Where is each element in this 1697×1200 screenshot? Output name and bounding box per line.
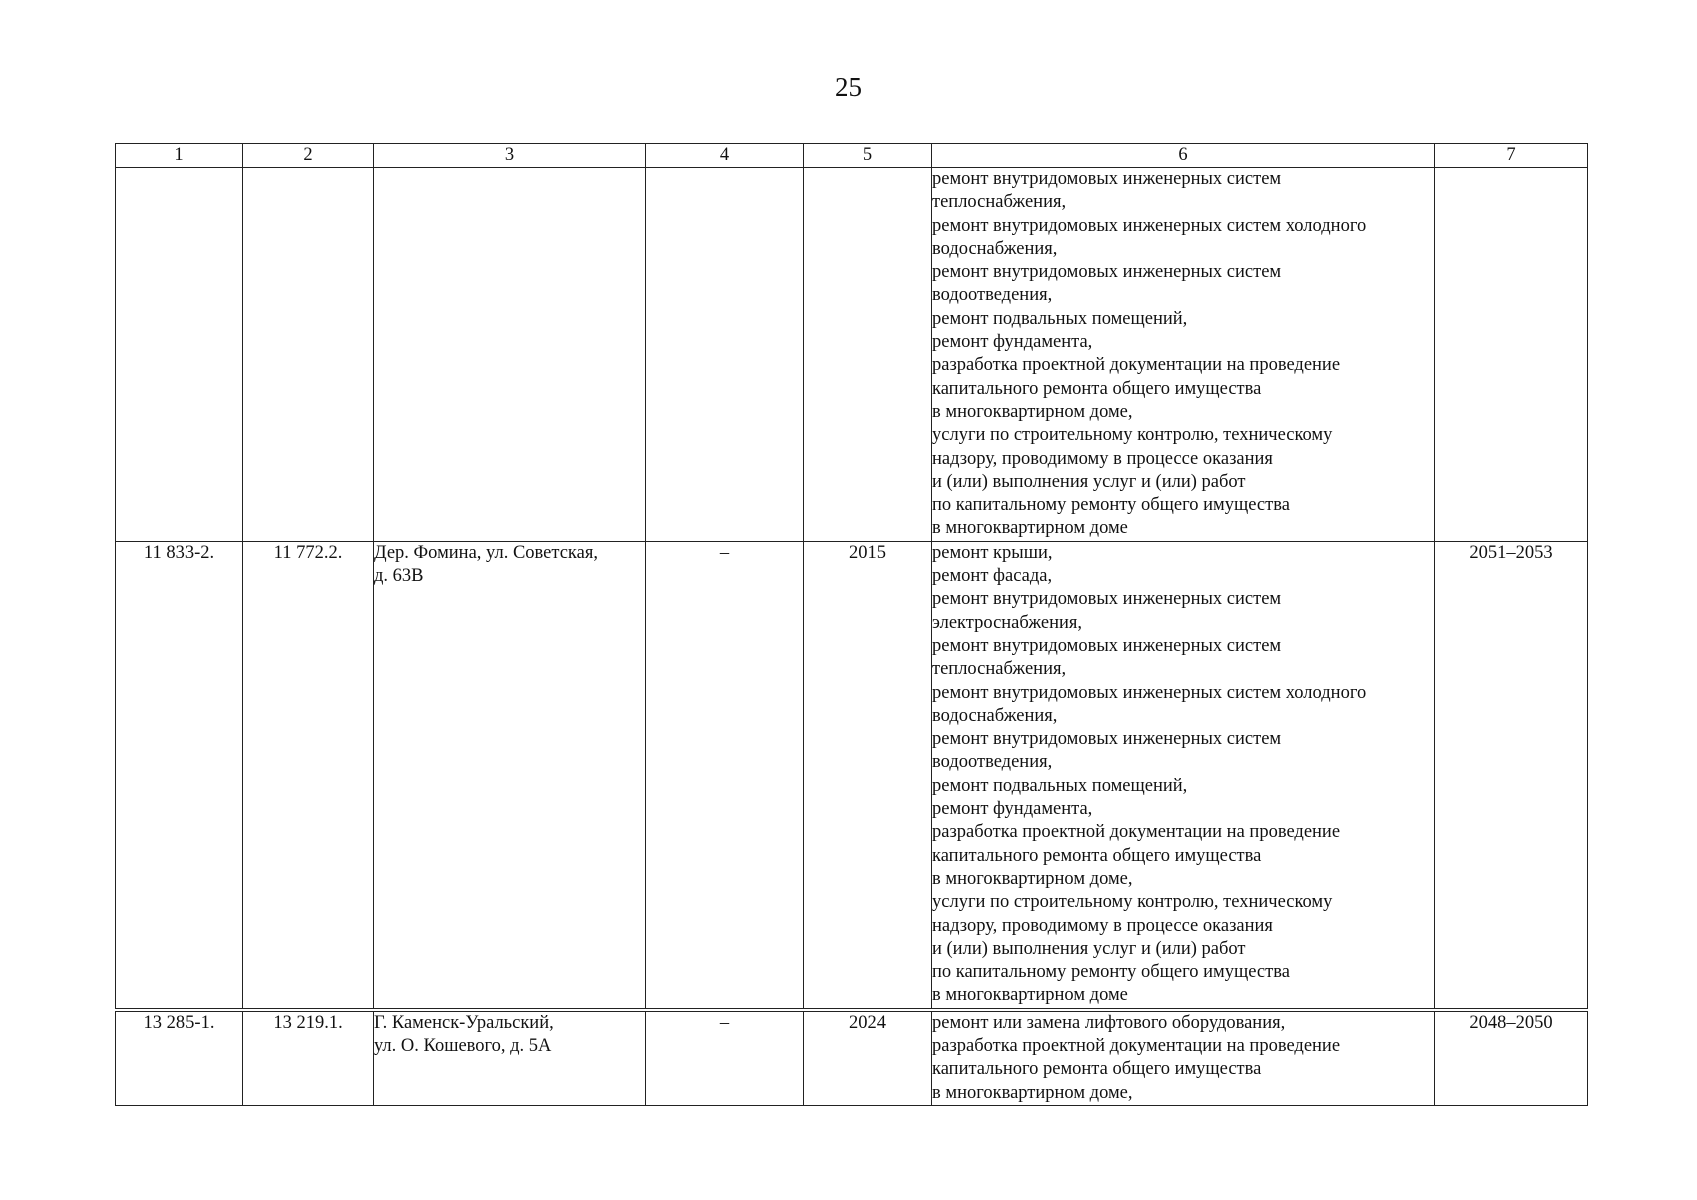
cell-period: 2051–2053 [1435,541,1588,1009]
cell-works-line: ремонт внутридомовых инженерных систем холодного [932,682,1367,703]
cell-works-line: по капитальному ремонту общего имущества [932,962,1290,983]
table-row [116,541,1588,1009]
cell-works-line: в многоквартирном доме, [932,401,1133,422]
column-header: 7 [1435,144,1588,168]
cell-works-line: и (или) выполнения услуг и (или) работ [932,938,1246,959]
cell-works-line: капитального ремонта общего имущества [932,378,1262,399]
cell-works-line: по капитальному ремонту общего имущества [932,495,1290,516]
cell-works-line: разработка проектной документации на проведение [932,1035,1341,1056]
cell-col4: – [646,541,804,1009]
cell-number [116,168,243,542]
cell-works-line: ремонт фасада, [932,566,1053,587]
cell-works [932,1010,1435,1106]
cell-address [374,541,646,1009]
cell-works-line: ремонт фундамента, [932,799,1093,820]
cell-works-line: разработка проектной документации на проведение [932,355,1341,376]
cell-works-line: ремонт крыши, [932,542,1053,563]
cell-period: 2048–2050 [1435,1010,1588,1106]
cell-col4 [646,168,804,542]
cell-works-line: надзору, проводимому в процессе оказания [932,915,1273,936]
cell-works-line: ремонт внутридомовых инженерных систем [932,729,1282,750]
cell-works-line: в многоквартирном доме, [932,868,1133,889]
cell-address-line: Г. Каменск-Уральский, [374,1012,554,1033]
column-header: 6 [932,144,1435,168]
page-number: 25 [835,72,862,102]
cell-works-line: водоотведения, [932,285,1053,306]
cell-works-line: ремонт внутридомовых инженерных систем холодного [932,215,1367,236]
cell-works-line: в многоквартирном доме [932,985,1128,1006]
cell-works-line: услуги по строительному контролю, техническому [932,425,1333,446]
cell-address-line: ул. О. Кошевого, д. 5А [374,1035,552,1056]
column-header: 3 [374,144,646,168]
column-header: 1 [116,144,243,168]
cell-works-line: надзору, проводимому в процессе оказания [932,448,1273,469]
cell-works-line: в многоквартирном доме, [932,1082,1133,1103]
cell-works [932,168,1435,542]
cell-year [804,168,932,542]
cell-works-line: ремонт внутридомовых инженерных систем [932,169,1282,189]
cell-works-line: ремонт фундамента, [932,332,1093,353]
cell-code: 11 772.2. [243,541,374,1009]
cell-works-line: ремонт подвальных помещений, [932,775,1188,796]
table-row [116,1010,1588,1106]
cell-works-line: ремонт внутридомовых инженерных систем [932,589,1282,610]
column-header: 4 [646,144,804,168]
cell-works-line: водоотведения, [932,752,1053,773]
cell-address-line: д. 63В [374,566,424,587]
cell-works-line: капитального ремонта общего имущества [932,1059,1262,1080]
cell-number: 11 833-2. [116,541,243,1009]
cell-number: 13 285-1. [116,1010,243,1106]
cell-works-line: ремонт внутридомовых инженерных систем [932,635,1282,656]
cell-code: 13 219.1. [243,1010,374,1106]
cell-address [374,1010,646,1106]
cell-address-line: Дер. Фомина, ул. Советская, [374,542,598,563]
cell-works-line: водоснабжения, [932,238,1058,259]
cell-works-line: капитального ремонта общего имущества [932,845,1262,866]
table-row [116,168,1588,542]
cell-year: 2015 [804,541,932,1009]
column-header: 5 [804,144,932,168]
cell-works [932,541,1435,1009]
cell-address [374,168,646,542]
cell-works-line: ремонт или замена лифтового оборудования, [932,1012,1286,1033]
cell-year: 2024 [804,1010,932,1106]
cell-works-line: услуги по строительному контролю, техническому [932,892,1333,913]
cell-works-line: теплоснабжения, [932,659,1067,680]
repair-schedule-table [115,143,1588,1106]
cell-works-line: теплоснабжения, [932,192,1067,213]
cell-works-line: электроснабжения, [932,612,1083,633]
table-header-row [116,144,1588,168]
column-header: 2 [243,144,374,168]
cell-works-line: разработка проектной документации на проведение [932,822,1341,843]
cell-code [243,168,374,542]
cell-works-line: в многоквартирном доме [932,518,1128,539]
cell-col4: – [646,1010,804,1106]
cell-works-line: водоснабжения, [932,705,1058,726]
cell-works-line: и (или) выполнения услуг и (или) работ [932,471,1246,492]
cell-period [1435,168,1588,542]
cell-works-line: ремонт подвальных помещений, [932,308,1188,329]
cell-works-line: ремонт внутридомовых инженерных систем [932,262,1282,283]
